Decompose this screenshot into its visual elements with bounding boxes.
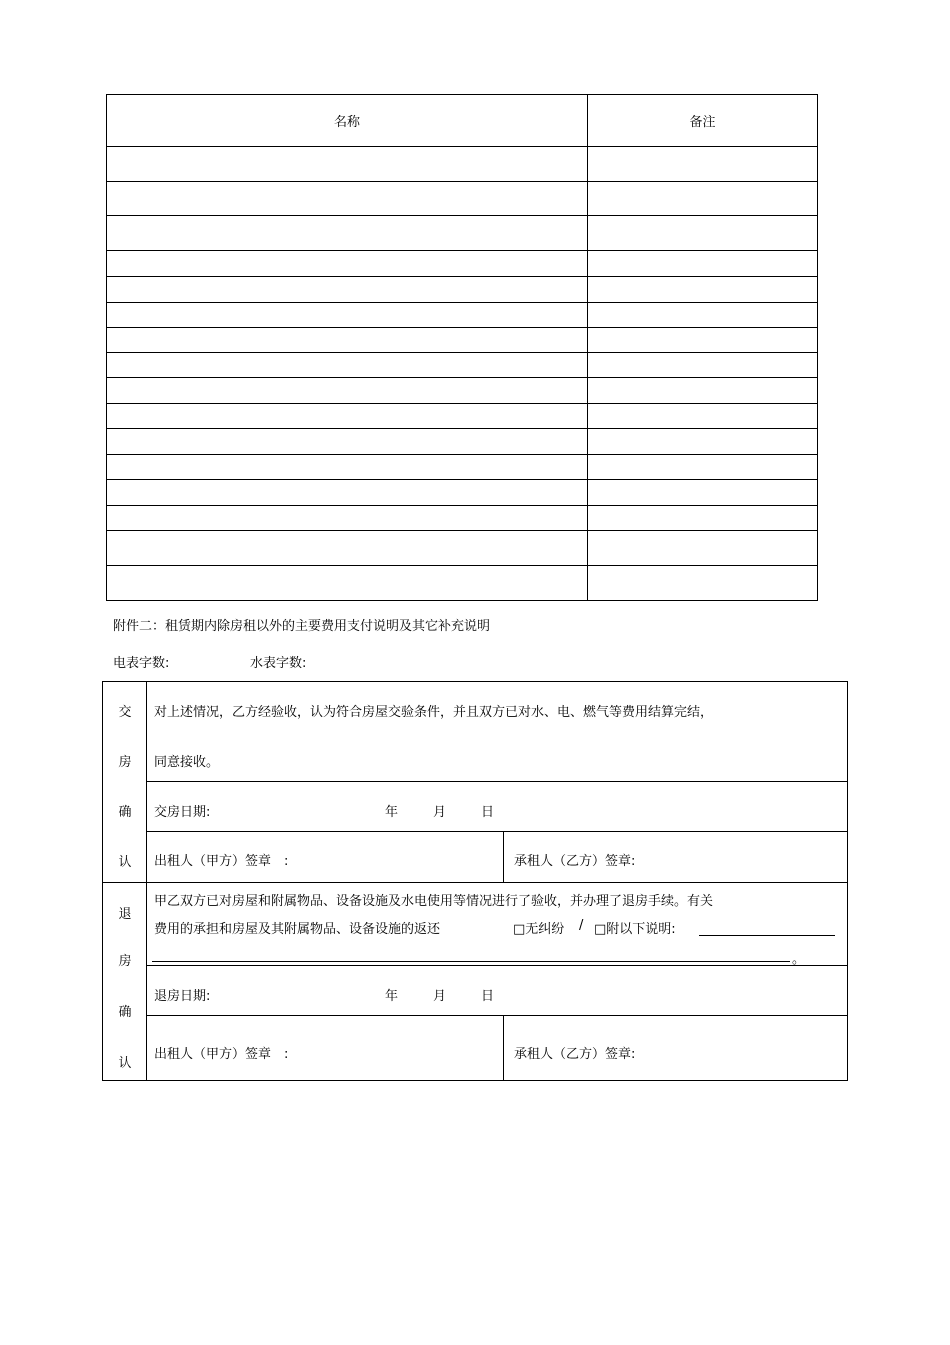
remark-cell[interactable]	[588, 216, 818, 251]
remark-cell[interactable]	[588, 353, 818, 378]
table-row	[107, 147, 818, 182]
name-cell[interactable]	[107, 182, 588, 216]
remark-cell[interactable]	[588, 303, 818, 328]
name-cell[interactable]	[107, 480, 588, 506]
checkout-side-char: 确	[118, 1005, 132, 1020]
table-row	[107, 182, 818, 216]
handover-lessee-sign: 承租人（乙方）签章:	[514, 854, 636, 869]
notes-underline-long[interactable]	[152, 961, 790, 962]
remark-cell[interactable]	[588, 378, 818, 404]
handover-side-char: 房	[118, 755, 132, 770]
name-cell[interactable]	[107, 455, 588, 480]
handover-side-char: 交	[118, 705, 132, 720]
items-table	[106, 94, 818, 601]
name-cell[interactable]	[107, 506, 588, 531]
remark-cell[interactable]	[588, 429, 818, 455]
name-cell[interactable]	[107, 216, 588, 251]
handover-day-label: 日	[481, 805, 495, 820]
table-row	[107, 303, 818, 328]
checkout-side-char: 退	[118, 907, 132, 922]
checkout-divider-2	[146, 1015, 848, 1016]
checkout-year-label: 年	[385, 989, 399, 1004]
name-cell[interactable]	[107, 147, 588, 182]
name-cell[interactable]	[107, 277, 588, 303]
option-separator: /	[579, 918, 584, 933]
table-row	[107, 404, 818, 429]
checkout-lessor-sign: 出租人（甲方）签章 :	[154, 1047, 289, 1062]
checkout-statement-line1: 甲乙双方已对房屋和附属物品、设备设施及水电使用等情况进行了验收，并办理了退房手续。有关	[154, 894, 714, 909]
remark-cell[interactable]	[588, 147, 818, 182]
notes-end-mark: 。	[792, 952, 806, 967]
remark-cell[interactable]	[588, 404, 818, 429]
handover-divider-1	[146, 781, 848, 782]
remark-cell[interactable]	[588, 328, 818, 353]
name-cell[interactable]	[107, 429, 588, 455]
header-name: 名称	[107, 95, 588, 147]
name-cell[interactable]	[107, 531, 588, 566]
handover-sign-divider	[503, 831, 504, 882]
remark-cell[interactable]	[588, 506, 818, 531]
table-row	[107, 480, 818, 506]
remark-cell[interactable]	[588, 455, 818, 480]
checkout-divider-1	[146, 965, 848, 966]
remark-cell[interactable]	[588, 182, 818, 216]
electric-meter-label: 电表字数:	[113, 656, 170, 671]
checkout-side-char: 房	[118, 954, 132, 969]
table-row	[107, 455, 818, 480]
remark-cell[interactable]	[588, 566, 818, 601]
table-row	[107, 378, 818, 404]
attachment-title: 附件二：租赁期内除房租以外的主要费用支付说明及其它补充说明	[113, 619, 491, 634]
handover-statement-line1: 对上述情况，乙方经验收，认为符合房屋交验条件，并且双方已对水、电、燃气等费用结算完结，	[154, 705, 714, 720]
checkout-month-label: 月	[433, 989, 447, 1004]
table-header-row	[107, 95, 818, 147]
handover-statement-line2: 同意接收。	[154, 755, 220, 770]
name-cell[interactable]	[107, 404, 588, 429]
name-cell[interactable]	[107, 378, 588, 404]
checkout-date-label: 退房日期:	[154, 989, 211, 1004]
handover-date-label: 交房日期:	[154, 805, 211, 820]
table-row	[107, 506, 818, 531]
table-row	[107, 353, 818, 378]
checkout-day-label: 日	[481, 989, 495, 1004]
handover-side-char: 确	[118, 805, 132, 820]
table-row	[107, 216, 818, 251]
no-dispute-option[interactable]: □无纠纷	[513, 922, 565, 937]
table-row	[107, 566, 818, 601]
table-row	[107, 277, 818, 303]
checkout-lessee-sign: 承租人（乙方）签章:	[514, 1047, 636, 1062]
name-cell[interactable]	[107, 353, 588, 378]
name-cell[interactable]	[107, 303, 588, 328]
checkout-sign-divider	[503, 1015, 504, 1080]
water-meter-label: 水表字数:	[250, 656, 307, 671]
notes-underline-short[interactable]	[699, 935, 835, 936]
items-table-body	[107, 95, 818, 601]
section-divider	[103, 882, 848, 883]
table-row	[107, 429, 818, 455]
table-row	[107, 531, 818, 566]
handover-divider-2	[146, 831, 848, 832]
table-row	[107, 328, 818, 353]
attached-notes-option[interactable]: □附以下说明:	[594, 922, 676, 937]
table-row	[107, 251, 818, 277]
remark-cell[interactable]	[588, 277, 818, 303]
side-column-divider	[146, 682, 147, 1080]
checkout-side-char: 认	[118, 1056, 132, 1071]
handover-side-char: 认	[118, 855, 132, 870]
confirmation-table	[102, 681, 848, 1081]
header-remark: 备注	[588, 95, 818, 147]
remark-cell[interactable]	[588, 480, 818, 506]
name-cell[interactable]	[107, 328, 588, 353]
remark-cell[interactable]	[588, 251, 818, 277]
handover-lessor-sign: 出租人（甲方）签章 :	[154, 854, 289, 869]
handover-month-label: 月	[433, 805, 447, 820]
name-cell[interactable]	[107, 251, 588, 277]
name-cell[interactable]	[107, 566, 588, 601]
remark-cell[interactable]	[588, 531, 818, 566]
checkout-statement-line2: 费用的承担和房屋及其附属物品、设备设施的返还	[154, 922, 441, 937]
handover-year-label: 年	[385, 805, 399, 820]
